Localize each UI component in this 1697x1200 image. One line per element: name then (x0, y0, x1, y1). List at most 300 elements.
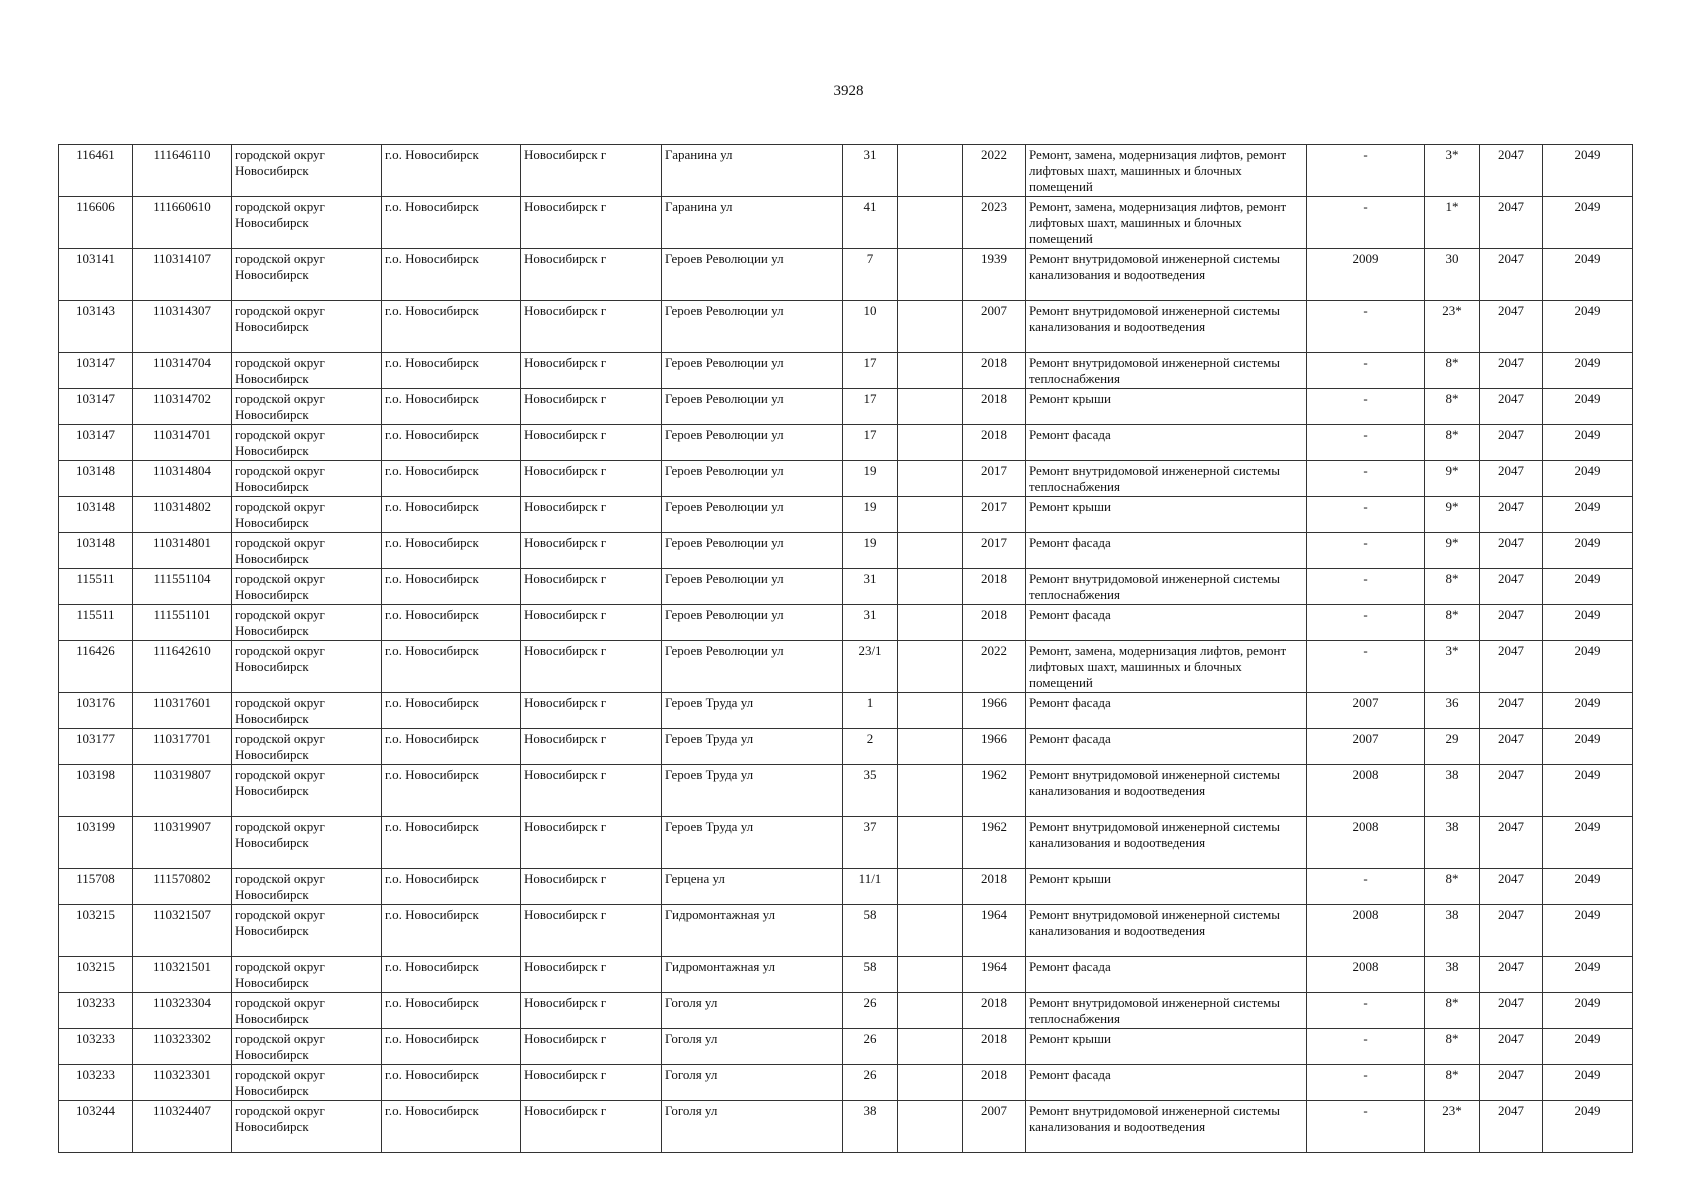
cell-settlement: Новосибирск г (521, 905, 662, 957)
cell-plan-to: 2049 (1543, 461, 1633, 497)
cell-building (898, 641, 963, 693)
cell-building (898, 993, 963, 1029)
cell-settlement: Новосибирск г (521, 569, 662, 605)
cell-district: г.о. Новосибирск (382, 461, 521, 497)
cell-id: 103141 (59, 249, 133, 301)
cell-last-repair: 2009 (1307, 249, 1425, 301)
cell-house: 19 (843, 533, 898, 569)
cell-interval: 3* (1425, 641, 1480, 693)
cell-last-repair: 2007 (1307, 729, 1425, 765)
cell-work-type: Ремонт внутридомовой инженерной системы канализования и водоотведения (1026, 905, 1307, 957)
cell-code: 110321507 (133, 905, 232, 957)
cell-work-type: Ремонт внутридомовой инженерной системы канализования и водоотведения (1026, 817, 1307, 869)
cell-interval: 3* (1425, 145, 1480, 197)
cell-plan-to: 2049 (1543, 905, 1633, 957)
table-row (59, 249, 1633, 301)
table-row (59, 197, 1633, 249)
cell-interval: 8* (1425, 569, 1480, 605)
cell-work-type: Ремонт фасада (1026, 605, 1307, 641)
cell-id: 103143 (59, 301, 133, 353)
cell-work-type: Ремонт внутридомовой инженерной системы теплоснабжения (1026, 569, 1307, 605)
cell-settlement: Новосибирск г (521, 641, 662, 693)
cell-plan-to: 2049 (1543, 301, 1633, 353)
cell-interval: 38 (1425, 817, 1480, 869)
cell-id: 103215 (59, 957, 133, 993)
cell-settlement: Новосибирск г (521, 817, 662, 869)
table-row (59, 869, 1633, 905)
cell-house: 11/1 (843, 869, 898, 905)
table-row (59, 145, 1633, 197)
cell-year: 1964 (963, 957, 1026, 993)
cell-code: 110314802 (133, 497, 232, 533)
cell-work-type: Ремонт фасада (1026, 425, 1307, 461)
cell-district: г.о. Новосибирск (382, 993, 521, 1029)
cell-plan-from: 2047 (1480, 497, 1543, 533)
cell-last-repair: - (1307, 197, 1425, 249)
cell-building (898, 957, 963, 993)
page-number: 3928 (833, 83, 864, 99)
table-row (59, 957, 1633, 993)
cell-year: 2017 (963, 497, 1026, 533)
cell-municipality: городской округ Новосибирск (232, 765, 382, 817)
cell-building (898, 461, 963, 497)
cell-plan-to: 2049 (1543, 957, 1633, 993)
cell-plan-to: 2049 (1543, 389, 1633, 425)
cell-district: г.о. Новосибирск (382, 641, 521, 693)
cell-street: Героев Революции ул (662, 497, 843, 533)
cell-house: 23/1 (843, 641, 898, 693)
cell-building (898, 817, 963, 869)
cell-settlement: Новосибирск г (521, 533, 662, 569)
cell-house: 26 (843, 1029, 898, 1065)
cell-plan-to: 2049 (1543, 605, 1633, 641)
cell-id: 115708 (59, 869, 133, 905)
cell-code: 110314804 (133, 461, 232, 497)
cell-street: Гаранина ул (662, 145, 843, 197)
cell-work-type: Ремонт крыши (1026, 497, 1307, 533)
cell-year: 2017 (963, 461, 1026, 497)
cell-building (898, 389, 963, 425)
cell-plan-to: 2049 (1543, 993, 1633, 1029)
cell-municipality: городской округ Новосибирск (232, 1065, 382, 1101)
cell-plan-to: 2049 (1543, 1101, 1633, 1153)
cell-plan-to: 2049 (1543, 353, 1633, 389)
cell-district: г.о. Новосибирск (382, 1029, 521, 1065)
cell-code: 110314702 (133, 389, 232, 425)
cell-plan-from: 2047 (1480, 569, 1543, 605)
cell-plan-from: 2047 (1480, 197, 1543, 249)
cell-code: 111660610 (133, 197, 232, 249)
cell-id: 103215 (59, 905, 133, 957)
cell-last-repair: 2007 (1307, 693, 1425, 729)
cell-settlement: Новосибирск г (521, 145, 662, 197)
cell-municipality: городской округ Новосибирск (232, 533, 382, 569)
cell-street: Гоголя ул (662, 993, 843, 1029)
cell-interval: 1* (1425, 197, 1480, 249)
cell-id: 103176 (59, 693, 133, 729)
cell-last-repair: - (1307, 993, 1425, 1029)
cell-district: г.о. Новосибирск (382, 301, 521, 353)
cell-id: 103233 (59, 993, 133, 1029)
cell-last-repair: - (1307, 301, 1425, 353)
cell-interval: 9* (1425, 461, 1480, 497)
cell-work-type: Ремонт крыши (1026, 1029, 1307, 1065)
cell-plan-from: 2047 (1480, 729, 1543, 765)
cell-street: Героев Революции ул (662, 605, 843, 641)
cell-district: г.о. Новосибирск (382, 729, 521, 765)
cell-last-repair: - (1307, 569, 1425, 605)
table-row (59, 817, 1633, 869)
cell-year: 2018 (963, 389, 1026, 425)
cell-plan-to: 2049 (1543, 249, 1633, 301)
cell-district: г.о. Новосибирск (382, 145, 521, 197)
cell-building (898, 869, 963, 905)
cell-plan-from: 2047 (1480, 993, 1543, 1029)
table-row (59, 729, 1633, 765)
cell-year: 2018 (963, 425, 1026, 461)
cell-plan-from: 2047 (1480, 425, 1543, 461)
cell-street: Героев Революции ул (662, 569, 843, 605)
cell-plan-from: 2047 (1480, 249, 1543, 301)
cell-municipality: городской округ Новосибирск (232, 693, 382, 729)
cell-year: 1966 (963, 729, 1026, 765)
cell-municipality: городской округ Новосибирск (232, 957, 382, 993)
cell-code: 110323301 (133, 1065, 232, 1101)
cell-street: Героев Труда ул (662, 817, 843, 869)
table-row (59, 905, 1633, 957)
cell-district: г.о. Новосибирск (382, 957, 521, 993)
cell-plan-from: 2047 (1480, 605, 1543, 641)
cell-street: Героев Революции ул (662, 301, 843, 353)
cell-settlement: Новосибирск г (521, 993, 662, 1029)
cell-work-type: Ремонт внутридомовой инженерной системы канализования и водоотведения (1026, 1101, 1307, 1153)
cell-house: 58 (843, 905, 898, 957)
cell-last-repair: - (1307, 1101, 1425, 1153)
cell-code: 110324407 (133, 1101, 232, 1153)
cell-id: 103147 (59, 353, 133, 389)
cell-plan-from: 2047 (1480, 693, 1543, 729)
cell-settlement: Новосибирск г (521, 605, 662, 641)
cell-municipality: городской округ Новосибирск (232, 497, 382, 533)
cell-last-repair: - (1307, 641, 1425, 693)
cell-last-repair: 2008 (1307, 817, 1425, 869)
cell-id: 103148 (59, 497, 133, 533)
cell-year: 2018 (963, 869, 1026, 905)
cell-plan-from: 2047 (1480, 353, 1543, 389)
cell-year: 2018 (963, 353, 1026, 389)
table-row (59, 533, 1633, 569)
cell-year: 2023 (963, 197, 1026, 249)
cell-building (898, 197, 963, 249)
cell-id: 103177 (59, 729, 133, 765)
cell-building (898, 1101, 963, 1153)
cell-municipality: городской округ Новосибирск (232, 461, 382, 497)
cell-plan-from: 2047 (1480, 301, 1543, 353)
cell-district: г.о. Новосибирск (382, 353, 521, 389)
cell-street: Героев Труда ул (662, 693, 843, 729)
cell-code: 110317601 (133, 693, 232, 729)
cell-house: 17 (843, 425, 898, 461)
cell-street: Героев Революции ул (662, 533, 843, 569)
cell-interval: 9* (1425, 497, 1480, 533)
cell-house: 2 (843, 729, 898, 765)
cell-building (898, 145, 963, 197)
cell-code: 110314107 (133, 249, 232, 301)
cell-work-type: Ремонт фасада (1026, 957, 1307, 993)
cell-district: г.о. Новосибирск (382, 605, 521, 641)
cell-house: 37 (843, 817, 898, 869)
cell-id: 116606 (59, 197, 133, 249)
cell-year: 2018 (963, 1029, 1026, 1065)
cell-street: Героев Революции ул (662, 425, 843, 461)
cell-municipality: городской округ Новосибирск (232, 249, 382, 301)
table-row (59, 765, 1633, 817)
cell-last-repair: - (1307, 605, 1425, 641)
cell-interval: 8* (1425, 353, 1480, 389)
cell-last-repair: - (1307, 1065, 1425, 1101)
cell-settlement: Новосибирск г (521, 1065, 662, 1101)
cell-year: 2017 (963, 533, 1026, 569)
cell-interval: 8* (1425, 869, 1480, 905)
cell-plan-from: 2047 (1480, 145, 1543, 197)
cell-plan-to: 2049 (1543, 1065, 1633, 1101)
cell-district: г.о. Новосибирск (382, 765, 521, 817)
cell-last-repair: - (1307, 497, 1425, 533)
cell-street: Героев Труда ул (662, 765, 843, 817)
cell-street: Героев Революции ул (662, 461, 843, 497)
cell-id: 115511 (59, 605, 133, 641)
cell-id: 116461 (59, 145, 133, 197)
cell-municipality: городской округ Новосибирск (232, 389, 382, 425)
cell-municipality: городской округ Новосибирск (232, 641, 382, 693)
cell-street: Гаранина ул (662, 197, 843, 249)
cell-municipality: городской округ Новосибирск (232, 145, 382, 197)
cell-building (898, 693, 963, 729)
cell-id: 103198 (59, 765, 133, 817)
cell-year: 2018 (963, 605, 1026, 641)
cell-year: 2022 (963, 145, 1026, 197)
cell-municipality: городской округ Новосибирск (232, 869, 382, 905)
cell-year: 1964 (963, 905, 1026, 957)
cell-settlement: Новосибирск г (521, 729, 662, 765)
cell-building (898, 1029, 963, 1065)
cell-district: г.о. Новосибирск (382, 497, 521, 533)
cell-plan-to: 2049 (1543, 765, 1633, 817)
cell-last-repair: - (1307, 1029, 1425, 1065)
cell-last-repair: - (1307, 389, 1425, 425)
cell-last-repair: - (1307, 353, 1425, 389)
cell-street: Гоголя ул (662, 1101, 843, 1153)
cell-plan-from: 2047 (1480, 957, 1543, 993)
cell-interval: 8* (1425, 1029, 1480, 1065)
cell-code: 110314701 (133, 425, 232, 461)
table-row (59, 301, 1633, 353)
cell-plan-to: 2049 (1543, 533, 1633, 569)
cell-interval: 36 (1425, 693, 1480, 729)
cell-last-repair: 2008 (1307, 905, 1425, 957)
table-body (59, 145, 1633, 1153)
cell-municipality: городской округ Новосибирск (232, 817, 382, 869)
cell-plan-from: 2047 (1480, 1029, 1543, 1065)
cell-interval: 29 (1425, 729, 1480, 765)
cell-municipality: городской округ Новосибирск (232, 905, 382, 957)
cell-house: 19 (843, 497, 898, 533)
table-row (59, 693, 1633, 729)
cell-settlement: Новосибирск г (521, 389, 662, 425)
cell-street: Героев Революции ул (662, 641, 843, 693)
cell-code: 111646110 (133, 145, 232, 197)
cell-house: 41 (843, 197, 898, 249)
cell-work-type: Ремонт, замена, модернизация лифтов, ремонт лифтовых шахт, машинных и блочных помещений (1026, 145, 1307, 197)
cell-code: 110314801 (133, 533, 232, 569)
cell-municipality: городской округ Новосибирск (232, 605, 382, 641)
cell-plan-from: 2047 (1480, 817, 1543, 869)
cell-last-repair: 2008 (1307, 957, 1425, 993)
cell-street: Гоголя ул (662, 1029, 843, 1065)
cell-year: 1939 (963, 249, 1026, 301)
cell-district: г.о. Новосибирск (382, 1065, 521, 1101)
cell-house: 7 (843, 249, 898, 301)
cell-settlement: Новосибирск г (521, 1101, 662, 1153)
cell-building (898, 765, 963, 817)
cell-settlement: Новосибирск г (521, 693, 662, 729)
table-row (59, 641, 1633, 693)
cell-district: г.о. Новосибирск (382, 425, 521, 461)
cell-work-type: Ремонт внутридомовой инженерной системы канализования и водоотведения (1026, 249, 1307, 301)
cell-district: г.о. Новосибирск (382, 905, 521, 957)
cell-interval: 23* (1425, 301, 1480, 353)
cell-work-type: Ремонт внутридомовой инженерной системы теплоснабжения (1026, 353, 1307, 389)
cell-building (898, 1065, 963, 1101)
cell-house: 31 (843, 145, 898, 197)
cell-interval: 9* (1425, 533, 1480, 569)
cell-year: 1966 (963, 693, 1026, 729)
cell-work-type: Ремонт крыши (1026, 389, 1307, 425)
cell-building (898, 353, 963, 389)
cell-house: 31 (843, 569, 898, 605)
cell-interval: 8* (1425, 993, 1480, 1029)
cell-municipality: городской округ Новосибирск (232, 993, 382, 1029)
cell-work-type: Ремонт фасада (1026, 729, 1307, 765)
table-row (59, 993, 1633, 1029)
cell-street: Героев Труда ул (662, 729, 843, 765)
cell-work-type: Ремонт внутридомовой инженерной системы канализования и водоотведения (1026, 765, 1307, 817)
cell-district: г.о. Новосибирск (382, 249, 521, 301)
cell-plan-from: 2047 (1480, 389, 1543, 425)
cell-interval: 8* (1425, 425, 1480, 461)
cell-house: 1 (843, 693, 898, 729)
cell-plan-from: 2047 (1480, 641, 1543, 693)
table-row (59, 353, 1633, 389)
cell-municipality: городской округ Новосибирск (232, 197, 382, 249)
cell-last-repair: 2008 (1307, 765, 1425, 817)
cell-settlement: Новосибирск г (521, 869, 662, 905)
cell-district: г.о. Новосибирск (382, 533, 521, 569)
cell-code: 110319907 (133, 817, 232, 869)
cell-building (898, 729, 963, 765)
cell-code: 110319807 (133, 765, 232, 817)
cell-settlement: Новосибирск г (521, 497, 662, 533)
cell-settlement: Новосибирск г (521, 249, 662, 301)
cell-house: 58 (843, 957, 898, 993)
table-row (59, 569, 1633, 605)
cell-house: 26 (843, 993, 898, 1029)
cell-last-repair: - (1307, 869, 1425, 905)
cell-year: 2007 (963, 301, 1026, 353)
cell-id: 103233 (59, 1065, 133, 1101)
table-row (59, 1101, 1633, 1153)
cell-code: 110323304 (133, 993, 232, 1029)
cell-street: Героев Революции ул (662, 389, 843, 425)
cell-plan-to: 2049 (1543, 817, 1633, 869)
cell-house: 38 (843, 1101, 898, 1153)
cell-district: г.о. Новосибирск (382, 389, 521, 425)
cell-street: Гоголя ул (662, 1065, 843, 1101)
cell-work-type: Ремонт, замена, модернизация лифтов, ремонт лифтовых шахт, машинных и блочных помещений (1026, 197, 1307, 249)
cell-year: 1962 (963, 817, 1026, 869)
cell-municipality: городской округ Новосибирск (232, 1101, 382, 1153)
cell-building (898, 905, 963, 957)
cell-street: Гидромонтажная ул (662, 905, 843, 957)
cell-settlement: Новосибирск г (521, 765, 662, 817)
cell-plan-from: 2047 (1480, 1101, 1543, 1153)
cell-plan-to: 2049 (1543, 641, 1633, 693)
cell-municipality: городской округ Новосибирск (232, 569, 382, 605)
cell-building (898, 605, 963, 641)
cell-settlement: Новосибирск г (521, 197, 662, 249)
table-row (59, 425, 1633, 461)
cell-house: 10 (843, 301, 898, 353)
cell-house: 26 (843, 1065, 898, 1101)
cell-settlement: Новосибирск г (521, 301, 662, 353)
cell-id: 103233 (59, 1029, 133, 1065)
cell-building (898, 249, 963, 301)
cell-street: Гидромонтажная ул (662, 957, 843, 993)
cell-id: 103148 (59, 461, 133, 497)
cell-last-repair: - (1307, 533, 1425, 569)
cell-interval: 38 (1425, 905, 1480, 957)
cell-id: 115511 (59, 569, 133, 605)
cell-id: 103147 (59, 425, 133, 461)
cell-last-repair: - (1307, 425, 1425, 461)
cell-interval: 8* (1425, 1065, 1480, 1101)
cell-settlement: Новосибирск г (521, 957, 662, 993)
cell-plan-to: 2049 (1543, 869, 1633, 905)
cell-house: 17 (843, 353, 898, 389)
cell-interval: 30 (1425, 249, 1480, 301)
cell-municipality: городской округ Новосибирск (232, 1029, 382, 1065)
cell-plan-to: 2049 (1543, 197, 1633, 249)
cell-municipality: городской округ Новосибирск (232, 425, 382, 461)
cell-plan-to: 2049 (1543, 693, 1633, 729)
cell-house: 35 (843, 765, 898, 817)
cell-id: 103148 (59, 533, 133, 569)
cell-plan-to: 2049 (1543, 1029, 1633, 1065)
cell-code: 110317701 (133, 729, 232, 765)
cell-interval: 38 (1425, 957, 1480, 993)
cell-code: 111642610 (133, 641, 232, 693)
cell-building (898, 569, 963, 605)
cell-building (898, 301, 963, 353)
cell-house: 17 (843, 389, 898, 425)
cell-work-type: Ремонт внутридомовой инженерной системы канализования и водоотведения (1026, 301, 1307, 353)
cell-code: 110314704 (133, 353, 232, 389)
cell-municipality: городской округ Новосибирск (232, 729, 382, 765)
cell-work-type: Ремонт фасада (1026, 1065, 1307, 1101)
cell-settlement: Новосибирск г (521, 1029, 662, 1065)
cell-code: 111570802 (133, 869, 232, 905)
table-row (59, 605, 1633, 641)
